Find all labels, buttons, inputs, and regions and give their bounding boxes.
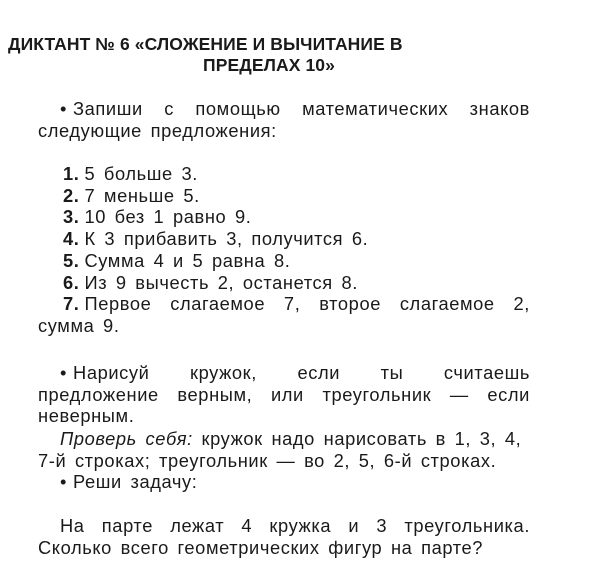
self-check (38, 428, 530, 471)
list-item (38, 250, 530, 272)
list-item (38, 163, 530, 185)
item-text: Сумма 4 и 5 равна 8. (84, 249, 291, 271)
solve-text: Реши задачу: (73, 471, 198, 492)
word-problem-text: На парте лежат 4 кружка и 3 треугольника. Сколько всего геометрических фигур на парте? (38, 515, 530, 558)
draw-instruction-text: Нарисуй кружок, если ты считаешь предложение верным, или треугольник — если неверным. (38, 362, 530, 426)
item-number: 6. (63, 271, 80, 293)
self-check-label: Проверь себя: (60, 428, 193, 449)
list-item (38, 185, 530, 207)
title-line-1: ДИКТАНТ № 6 «СЛОЖЕНИЕ И ВЫЧИТАНИЕ В (8, 34, 403, 54)
item-text: 5 больше 3. (84, 163, 198, 184)
bullet-icon: • (60, 471, 68, 492)
item-number: 1. (63, 163, 80, 184)
item-number: 7. (63, 293, 80, 315)
list-item (38, 272, 530, 294)
item-text: 10 без 1 равно 9. (84, 206, 252, 228)
intro-text: Запиши с помощью математических знаков следующие предложения: (38, 98, 530, 141)
dictation-title (0, 34, 566, 76)
list-item (38, 293, 530, 336)
word-problem (38, 515, 530, 558)
item-text: Первое слагаемое 7, второе слагаемое 2, сумма 9. (38, 293, 530, 336)
item-text: К 3 прибавить 3, получится 6. (84, 228, 369, 250)
intro-instruction (38, 98, 530, 141)
sentence-list (38, 163, 530, 337)
item-number: 3. (63, 206, 80, 228)
solve-instruction (38, 471, 530, 493)
item-number: 4. (63, 228, 80, 250)
item-text: Из 9 вычесть 2, останется 8. (84, 271, 358, 293)
draw-instruction (38, 362, 530, 427)
bullet-icon: • (60, 362, 68, 383)
item-number: 2. (63, 184, 80, 206)
item-text: 7 меньше 5. (84, 184, 200, 206)
list-item (38, 228, 530, 250)
self-check-text: кружок надо нарисовать в 1, 3, 4, 7-й строках; треугольник — во 2, 5, 6-й строках. (38, 428, 522, 471)
list-item (38, 206, 530, 228)
item-number: 5. (63, 249, 80, 271)
bullet-icon: • (60, 98, 68, 119)
title-line-2: ПРЕДЕЛАХ 10» (203, 55, 335, 75)
